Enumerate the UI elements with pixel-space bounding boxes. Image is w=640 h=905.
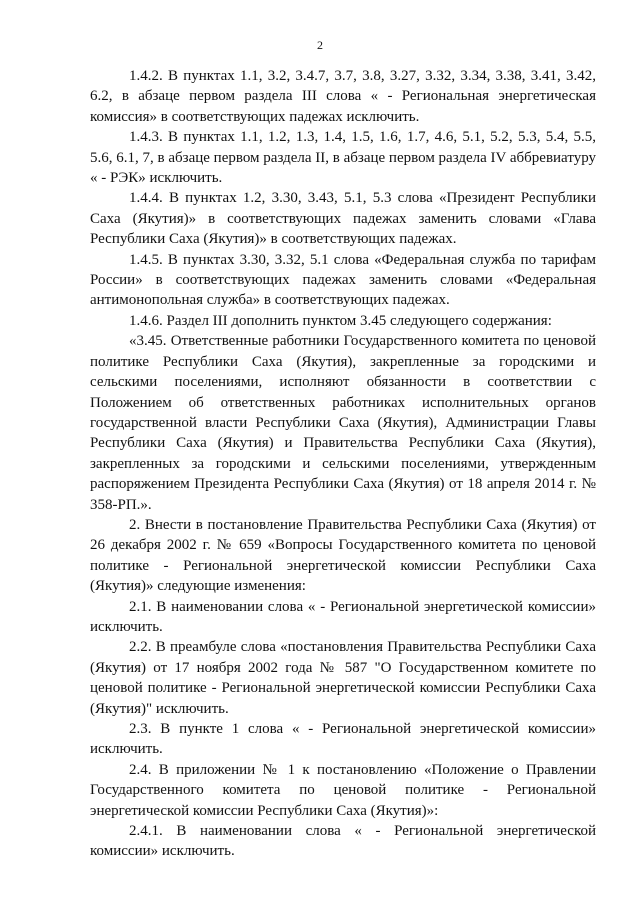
paragraph-2-4-1: 2.4.1. В наименовании слова « - Региональной энергетической комиссии» исключить.: [90, 823, 596, 860]
page-number: 2: [317, 38, 323, 52]
paragraph-2-1: 2.1. В наименовании слова « - Региональной энергетической комиссии» исключить.: [90, 598, 596, 635]
paragraph-1-4-6: 1.4.6. Раздел III дополнить пунктом 3.45 следующего содержания:: [129, 312, 552, 329]
paragraph-1-4-4: 1.4.4. В пунктах 1.2, 3.30, 3.43, 5.1, 5.3 слова «Президент Республики Саха (Якутия)» в соответствующих падежах заменить словами «Глава Республики Саха (Якутия)» в соответствующих падежах.: [90, 190, 596, 248]
paragraph-2-2: 2.2. В преамбуле слова «постановления Правительства Республики Саха (Якутия) от 17 ноября 2002 года № 587 "О Государственном комитете по ценовой политике - Региональной энергетической комиссии Республики Саха (Якутия)" исключить.: [90, 639, 596, 717]
paragraph-2-4: 2.4. В приложении № 1 к постановлению «Положение о Правлении Государственного комитета по ценовой политике - Региональной энергетической комиссии Республики Саха (Якутия)»:: [90, 761, 596, 819]
paragraph-2-3: 2.3. В пункте 1 слова « - Региональной энергетической комиссии» исключить.: [90, 721, 596, 758]
paragraph-1-4-5: 1.4.5. В пунктах 3.30, 3.32, 5.1 слова «Федеральная служба по тарифам России» в соответствующих падежах заменить словами «Федеральная антимонопольная служба» в соответствующих падежах.: [90, 251, 596, 309]
document-body: [90, 66, 596, 862]
paragraph-1-4-2: 1.4.2. В пунктах 1.1, 3.2, 3.4.7, 3.7, 3.8, 3.27, 3.32, 3.34, 3.38, 3.41, 3.42, 6.2, в абзаце первом раздела III слова « - Региональная энергетическая комиссия» в соответствующих падежах исключить.: [90, 68, 596, 125]
paragraph-1-4-3: 1.4.3. В пунктах 1.1, 1.2, 1.3, 1.4, 1.5, 1.6, 1.7, 4.6, 5.1, 5.2, 5.3, 5.4, 5.5, 5.6, 6.1, 7, в абзаце первом раздела II, в абзаце первом раздела IV аббревиатуру « - РЭК» исключить.: [90, 129, 596, 187]
paragraph-3-45-quote: «3.45. Ответственные работники Государственного комитета по ценовой политике Республики Саха (Якутия), закрепленные за городскими и сельскими поселениями, исполняют обязанности в соответствии с Положением об ответственных работниках исполнительных органов государственной власти Республики Саха (Якутия), Администрации Главы Республики Саха (Якутия) и Правительства Республики Саха (Якутия), закрепленных за городскими и сельскими поселениями, утвержденным распоряжением Президента Республики Саха (Якутия) от 18 апреля 2014 г. № 358-РП.».: [90, 333, 596, 513]
paragraph-2: 2. Внести в постановление Правительства Республики Саха (Якутия) от 26 декабря 2002 г. № 659 «Вопросы Государственного комитета по ценовой политике - Региональной энергетической комиссии Республики Саха (Якутия)» следующие изменения:: [90, 516, 596, 595]
